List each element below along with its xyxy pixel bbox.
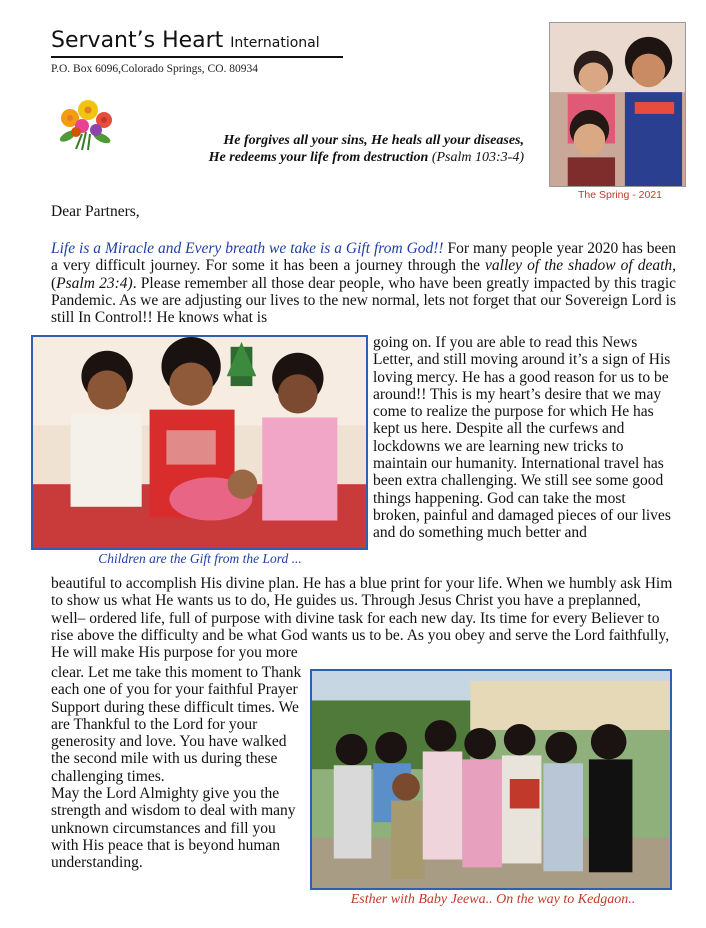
organization-title-suffix: International — [230, 35, 320, 51]
organization-name — [51, 28, 320, 53]
verse-reference: (Psalm 103:3-4) — [431, 150, 524, 165]
verse-line-2 — [124, 149, 524, 166]
blessing-text: May the Lord Almighty give you the strength and wisdom to deal with many unknown circumstances and fill you with His peace that is beyond human understanding. — [51, 785, 296, 872]
letter-paragraph-right-column: going on. If you are able to read this News Letter, and still moving around it’s a sign of His loving mercy. He has a good reason for us to be around!! This is my heart’s desire that we may come to realize the purpose for which He has kept us here. Despite all the curfews and lockdowns we are learning new tricks to maintain our humanity. International travel has been extra challenging. We still see some good things happening. God can take the most broken, painful and damaged pieces of our lives and do something much better and — [373, 334, 671, 542]
letter-paragraph-opening — [51, 240, 676, 326]
paragraph-text-b: ( — [51, 274, 57, 292]
mailing-address: P.O. Box 6096,Colorado Springs, CO. 80934 — [51, 63, 259, 75]
flower-bouquet-icon — [52, 92, 120, 154]
letter-paragraph-full-width: beautiful to accomplish His divine plan. He has a blue print for your life. When we humbly ask Him to show us what He wants us to do, He guides us. Through Jesus Christ you have a preplanned, well– ordered life, full of purpose with divine task for each new day. Its time for every Believer to rise above the difficulty and be what God wants us to be. As you obey and serve the Lord faithfully, He will make His purpose for you more — [51, 575, 673, 662]
paragraph-text-a: For many people year 2020 has been a very difficult journey. For some it has been a journey through the — [51, 240, 676, 275]
family-photo-caption: The Spring - 2021 — [577, 189, 663, 201]
group-photo — [310, 669, 672, 890]
scripture-reference: Psalm 23:4) — [56, 274, 133, 292]
family-photo — [549, 22, 686, 187]
verse-line-2-text: He redeems your life from destruction — [208, 150, 429, 165]
highlight-sentence: Life is a Miracle and Every breath we take is a Gift from God!! — [51, 240, 444, 257]
scripture-verse — [124, 132, 524, 166]
letter-paragraph-left-column — [51, 664, 307, 872]
children-photo-caption: Children are the Gift from the Lord ... — [98, 551, 302, 566]
group-photo-caption: Esther with Baby Jeewa.. On the way to Kedgaon.. — [350, 892, 636, 907]
thanks-text: clear. Let me take this moment to Thank each one of you for your faithful Prayer Support during these difficult times. We are Thankful to the Lord for your generosity and love. You have walked the second mile with us during these challenging times. — [51, 664, 302, 785]
greeting: Dear Partners, — [51, 203, 140, 220]
scripture-phrase: valley of the shadow of death, — [485, 257, 677, 275]
organization-title: Servant’s Heart — [51, 28, 224, 53]
header-underline — [51, 56, 343, 58]
verse-line-1: He forgives all your sins, He heals all your diseases, — [223, 133, 524, 148]
children-photo — [31, 335, 368, 550]
paragraph-text-c: . Please remember all those dear people, who have been greatly impacted by this tragic Pandemic. As we are adjusting our lives to the new normal, lets not forget that our Sovereign Lord is still In Control!! He knows what is — [51, 274, 677, 327]
